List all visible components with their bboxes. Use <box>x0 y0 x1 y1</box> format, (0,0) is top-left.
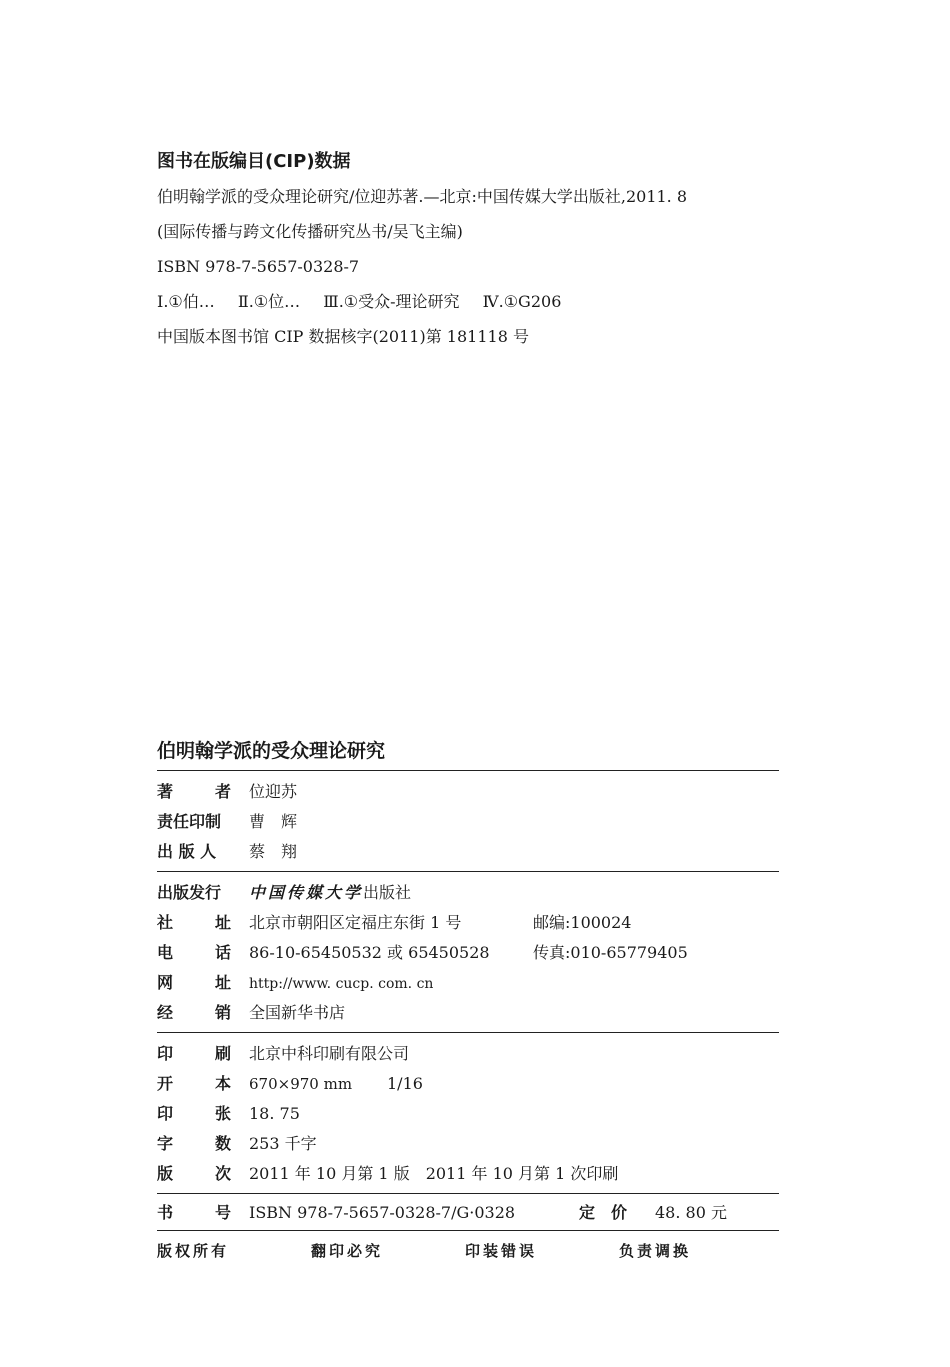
sheets-row <box>157 1099 779 1129</box>
publisher-group <box>157 872 779 1032</box>
cip-title: 图书在版编目(CIP)数据 <box>157 151 351 172</box>
words-value: 253 千字 <box>249 1134 317 1153</box>
fax-value: 传真:010-65779405 <box>533 943 688 962</box>
distributor-row <box>157 998 779 1028</box>
printer-row <box>157 1039 779 1069</box>
postcode-value: 邮编:100024 <box>533 913 632 932</box>
publisher-suffix: 出版社 <box>363 883 412 902</box>
edition-label: 版 次 <box>157 1164 231 1183</box>
cip-record-number: 中国版本图书馆 CIP 数据核字(2011)第 181118 号 <box>157 327 529 346</box>
format-value: 670×970 mm <box>249 1075 353 1093</box>
publisher-person-row <box>157 837 779 867</box>
rights-reserved: 版权所有 <box>157 1242 230 1260</box>
distributor-label: 经 销 <box>157 1003 231 1022</box>
publisher-row <box>157 878 779 908</box>
address-label: 社 址 <box>157 913 231 932</box>
book-number-row <box>157 1198 779 1228</box>
colophon <box>157 738 779 1271</box>
publisher-person-value: 蔡 翔 <box>249 842 298 861</box>
price-label: 定 价 <box>579 1203 628 1222</box>
sheets-value: 18. 75 <box>249 1104 300 1123</box>
no-reprint-notice: 翻印必究 <box>311 1242 384 1260</box>
cip-class-1: Ⅰ.①伯… <box>157 292 215 311</box>
rights-footer <box>157 1231 779 1271</box>
printing-group <box>157 1033 779 1193</box>
book-number-value: ISBN 978-7-5657-0328-7/G·0328 <box>249 1203 516 1222</box>
printer-label: 印 刷 <box>157 1044 231 1063</box>
author-row <box>157 777 779 807</box>
phone-value: 86-10-65450532 或 65450528 <box>249 943 490 962</box>
edition-value: 2011 年 10 月第 1 版 2011 年 10 月第 1 次印刷 <box>249 1164 619 1183</box>
printer-value: 北京中科印刷有限公司 <box>249 1044 410 1063</box>
format-label: 开 本 <box>157 1074 231 1093</box>
address-value: 北京市朝阳区定福庄东街 1 号 <box>249 913 462 932</box>
isbn-group <box>157 1194 779 1230</box>
cip-bibliographic-line: 伯明翰学派的受众理论研究/位迎苏著.—北京:中国传媒大学出版社,2011. 8 <box>157 187 688 206</box>
book-number-label: 书 号 <box>157 1203 231 1222</box>
format-row <box>157 1069 779 1099</box>
cip-series-line: (国际传播与跨文化传播研究丛书/吴飞主编) <box>157 222 463 241</box>
publisher-logo: 中国传媒大学 <box>249 883 364 902</box>
cip-class-3: Ⅲ.①受众-理论研究 <box>323 292 460 311</box>
distributor-value: 全国新华书店 <box>249 1003 346 1022</box>
website-value: http://www. cucp. com. cn <box>249 976 434 992</box>
publisher-person-label: 出 版 人 <box>157 842 217 861</box>
credits-group <box>157 771 779 871</box>
cip-class-4: Ⅳ.①G206 <box>482 292 562 311</box>
sheets-label: 印 张 <box>157 1104 231 1123</box>
publisher-value <box>249 878 411 908</box>
cip-block <box>157 150 797 361</box>
phone-row <box>157 938 779 968</box>
exchange-notice: 负责调换 <box>619 1242 692 1260</box>
website-label: 网 址 <box>157 973 231 992</box>
book-title: 伯明翰学派的受众理论研究 <box>157 740 386 762</box>
printing-error-notice: 印装错误 <box>465 1242 538 1260</box>
publisher-label: 出版发行 <box>157 883 222 902</box>
cip-classification <box>157 291 797 313</box>
format-fraction: 1/16 <box>387 1074 423 1093</box>
website-row <box>157 968 779 998</box>
price-value: 48. 80 元 <box>655 1203 727 1222</box>
author-value: 位迎苏 <box>249 782 298 801</box>
words-row <box>157 1129 779 1159</box>
author-label: 著 者 <box>157 782 231 801</box>
print-editor-value: 曹 辉 <box>249 812 298 831</box>
words-label: 字 数 <box>157 1134 231 1153</box>
print-editor-row <box>157 807 779 837</box>
cip-isbn: ISBN 978-7-5657-0328-7 <box>157 257 360 276</box>
print-editor-label: 责任印制 <box>157 812 222 831</box>
edition-row <box>157 1159 779 1189</box>
address-row <box>157 908 779 938</box>
cip-class-2: Ⅱ.①位… <box>237 292 301 311</box>
phone-label: 电 话 <box>157 943 231 962</box>
